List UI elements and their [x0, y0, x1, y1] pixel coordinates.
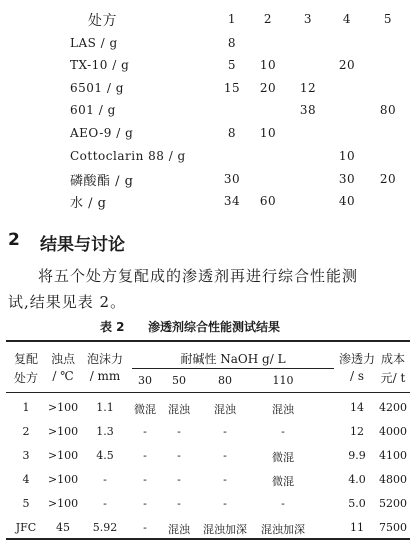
recipe-row-name: 601 / g — [70, 103, 116, 117]
recipe-col-2: 2 — [263, 12, 273, 26]
header-penetration-2: / s — [349, 369, 364, 383]
recipe-cell: 38 — [299, 103, 317, 117]
header-alkali-80: 80 — [218, 374, 232, 387]
paragraph-line-1: 将五个处方复配成的渗透剂再进行综合性能测 — [38, 267, 359, 285]
recipe-col-3: 3 — [303, 12, 313, 26]
table-caption-title: 渗透剂综合性能测试结果 — [148, 320, 281, 334]
cell-alkali-110: 微混 — [272, 475, 294, 488]
header-alkali: 耐碱性 NaOH g/ L — [180, 352, 286, 366]
cell-cloud-point: >100 — [47, 473, 79, 486]
cell-penetration: 12 — [350, 425, 364, 438]
header-alkali-30: 30 — [138, 374, 152, 387]
recipe-cell: 12 — [299, 81, 317, 95]
cell-alkali-50: 混浊 — [168, 403, 190, 416]
cell-alkali-30: 微混 — [134, 403, 156, 416]
cell-cost: 7500 — [379, 521, 407, 534]
recipe-row-name: AEO-9 / g — [70, 126, 134, 140]
cell-cost: 4000 — [379, 425, 407, 438]
recipe-cell: 20 — [338, 58, 356, 72]
cell-alkali-80: - — [223, 425, 227, 438]
cell-cloud-point: >100 — [47, 449, 79, 462]
recipe-row-name: 磷酸酯 / g — [70, 174, 134, 189]
cell-foam: 1.1 — [96, 401, 114, 414]
recipe-row-name: TX-10 / g — [70, 58, 130, 72]
recipe-cell: 20 — [259, 81, 277, 95]
recipe-cell: 60 — [259, 194, 277, 208]
recipe-col-1: 1 — [227, 12, 237, 26]
recipe-cell: 34 — [223, 194, 241, 208]
header-cost-1: 成本 — [380, 352, 405, 366]
cell-cloud-point: >100 — [47, 497, 79, 510]
table-caption-label: 表 2 — [100, 320, 125, 334]
recipe-cell: 20 — [379, 172, 397, 186]
section-title: 结果与讨论 — [40, 235, 125, 255]
cell-alkali-50: 混浊 — [168, 523, 190, 536]
recipe-row-name: LAS / g — [70, 36, 118, 50]
cell-recipe: 3 — [22, 449, 30, 462]
recipe-row-name: Cottoclarin 88 / g — [70, 149, 186, 163]
cell-alkali-80: - — [223, 449, 227, 462]
recipe-cell: 8 — [227, 126, 237, 140]
recipe-cell: 5 — [227, 58, 237, 72]
cell-cloud-point: 45 — [56, 521, 70, 534]
header-penetration-1: 渗透力 — [338, 352, 375, 366]
cell-penetration: 14 — [350, 401, 364, 414]
cell-recipe: 1 — [22, 401, 30, 414]
recipe-cell: 80 — [379, 103, 397, 117]
cell-cloud-point: >100 — [47, 425, 79, 438]
header-alkali-110: 110 — [272, 374, 294, 387]
cell-alkali-110: - — [281, 425, 285, 438]
header-cost-2: 元/ t — [380, 371, 406, 385]
cell-alkali-110: 混浊 — [272, 403, 294, 416]
cell-penetration: 9.9 — [348, 449, 366, 462]
cell-alkali-30: - — [143, 473, 147, 486]
header-alkali-50: 50 — [172, 374, 186, 387]
cell-cost: 4200 — [379, 401, 407, 414]
cell-foam: 5.92 — [92, 521, 118, 534]
recipe-col-5: 5 — [383, 12, 393, 26]
section-number: 2 — [8, 230, 20, 250]
table-top-rule — [6, 340, 410, 342]
recipe-header-label: 处方 — [88, 13, 117, 29]
header-cloud-2: / ℃ — [52, 369, 74, 383]
cell-recipe: JFC — [15, 521, 37, 534]
cell-alkali-30: - — [143, 449, 147, 462]
recipe-cell: 10 — [259, 126, 277, 140]
cell-alkali-50: - — [177, 425, 181, 438]
cell-alkali-80: 混浊 — [214, 403, 236, 416]
cell-alkali-110: - — [281, 497, 285, 510]
cell-cost: 4800 — [379, 473, 407, 486]
cell-foam: 1.3 — [96, 425, 114, 438]
cell-alkali-110: 混浊加深 — [261, 523, 305, 536]
cell-recipe: 4 — [22, 473, 30, 486]
paragraph-line-2: 试,结果见表 2。 — [8, 293, 127, 311]
header-foam-2: / mm — [89, 369, 121, 383]
header-recipe-2: 处方 — [13, 371, 38, 385]
recipe-cell: 30 — [338, 172, 356, 186]
cell-alkali-110: 微混 — [272, 451, 294, 464]
recipe-cell: 40 — [338, 194, 356, 208]
cell-alkali-80: 混浊加深 — [203, 523, 247, 536]
cell-penetration: 5.0 — [348, 497, 366, 510]
cell-cost: 4100 — [379, 449, 407, 462]
recipe-cell: 15 — [223, 81, 241, 95]
cell-alkali-50: - — [177, 473, 181, 486]
alkali-rule — [132, 368, 334, 369]
recipe-cell: 30 — [223, 172, 241, 186]
cell-alkali-80: - — [223, 473, 227, 486]
cell-cloud-point: >100 — [47, 401, 79, 414]
recipe-cell: 10 — [338, 149, 356, 163]
cell-foam: - — [103, 497, 107, 510]
recipe-row-name: 水 / g — [70, 196, 107, 211]
cell-foam: 4.5 — [96, 449, 114, 462]
cell-alkali-50: - — [177, 449, 181, 462]
recipe-cell: 8 — [227, 36, 237, 50]
recipe-cell: 10 — [259, 58, 277, 72]
cell-penetration: 4.0 — [348, 473, 366, 486]
cell-recipe: 5 — [22, 497, 30, 510]
cell-cost: 5200 — [379, 497, 407, 510]
table-header-rule — [6, 392, 410, 393]
cell-alkali-30: - — [143, 497, 147, 510]
cell-alkali-50: - — [177, 497, 181, 510]
cell-alkali-30: - — [143, 521, 147, 534]
header-foam-1: 泡沫力 — [86, 352, 123, 366]
cell-penetration: 11 — [350, 521, 364, 534]
cell-alkali-30: - — [143, 425, 147, 438]
recipe-row-name: 6501 / g — [70, 81, 124, 95]
header-recipe-1: 复配 — [13, 352, 38, 366]
recipe-col-4: 4 — [342, 12, 352, 26]
cell-foam: - — [103, 473, 107, 486]
table-bottom-rule — [6, 538, 410, 540]
cell-alkali-80: - — [223, 497, 227, 510]
cell-recipe: 2 — [22, 425, 30, 438]
header-cloud-1: 浊点 — [50, 352, 75, 366]
